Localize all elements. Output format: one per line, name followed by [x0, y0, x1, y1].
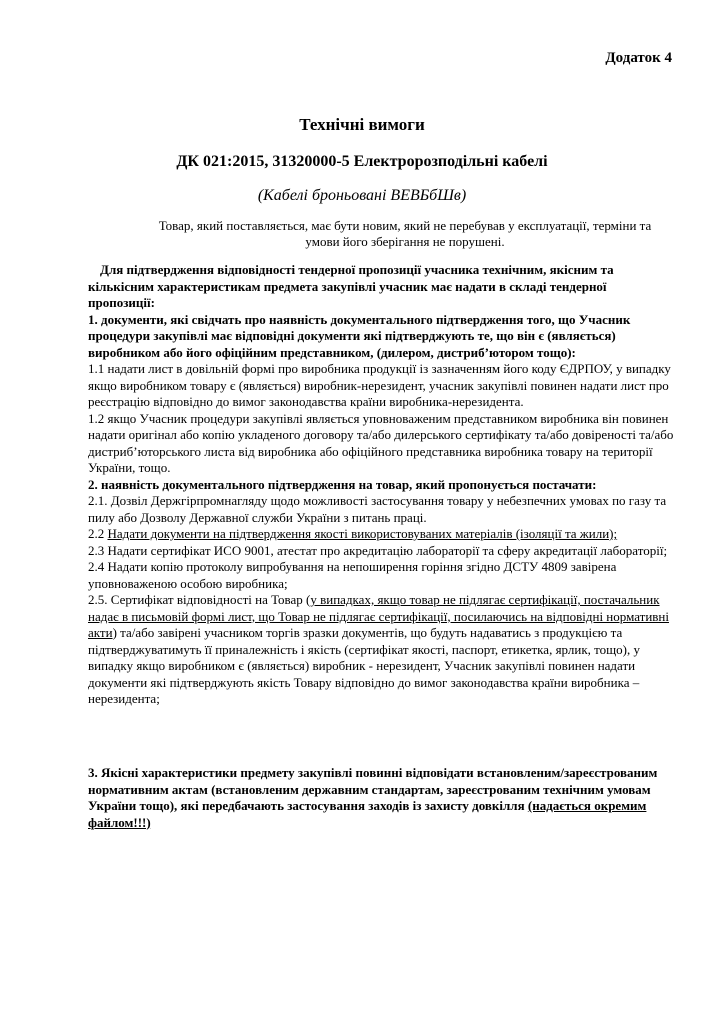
annex-label: Додаток 4: [605, 50, 672, 66]
section-1-1: 1.1 надати лист в довільній формі про виробника продукції із зазначенням його коду ЄДРПОУ, у випадку якщо виробником товару є (являється) виробник-нерезидент, учасник закупівлі повинен надати лист про реєстрацію відповідно до вимог законодавства країни виробника-нерезидента.: [88, 361, 671, 409]
section-2-5-end: ) та/або завірені учасником торгів зразки документів, що будуть надаватись з продукцією та підтверджуватимуть її приналежність і якість (сертифікат якості, паспорт, етикетка, ярлик, тощо), у випадку якщо виробником є (являється) виробник - нерезидент, Учасник закупівлі повинен надати документи які підтверджують якість Товару відповідно до вимог законодавства країни виробника – нерезидента;: [88, 625, 640, 706]
section-3-paragraph: [88, 765, 674, 831]
lead-paragraph: Для підтвердження відповідності тендерної пропозиції учасника технічним, якісним та кількісним характеристикам предмета закупівлі учасник має надати в складі тендерної пропозиції:: [88, 262, 614, 310]
section-2-2-number: 2.2: [88, 526, 108, 541]
section-1-heading: 1. документи, які свідчать про наявність документального підтвердження того, що Учасник процедури закупівлі має відповідні документи які підтверджують те, що він є (являється) виробником або його офіційним представником, (дилером, дистриб’ютором тощо):: [88, 311, 631, 360]
section-2-1: 2.1. Дозвіл Держгірпромнагляду щодо можливості застосування товару у небезпечних умовах по газу та пилу або Дозволу Державної служби України з питань праці.: [88, 493, 667, 525]
section-2-3: 2.3 Надати сертифікат ИСО 9001, атестат про акредитацію лабораторії та сферу акредитації лабораторії;: [88, 542, 668, 558]
section-2-2: [88, 526, 674, 543]
document-title: Технічні вимоги: [299, 115, 425, 134]
section-2-5: [88, 592, 674, 708]
section-2-5-start: 2.5. Сертифікат відповідності на Товар (: [88, 592, 311, 607]
section-3: [88, 765, 674, 831]
section-2-4: 2.4 Надати копію протоколу випробування на непоширення горіння згідно ДСТУ 4809 завірена уповноваженою особою виробника;: [88, 559, 617, 591]
section-2-5-underlined: у випадках, якщо товар не підлягає сертифікації, постачальник надає в письмовій формі лист, що Товар не підлягає сертифікації, посилаючись на відповідні нормативні акти: [88, 592, 669, 640]
section-2-2-text: Надати документи на підтвердження якості використовуваних матеріалів (ізоляції та жили);: [107, 526, 618, 541]
intro-paragraph: Товар, який поставляється, має бути новим, який не перебував у експлуатації, терміни та умови його зберігання не порушені.: [158, 218, 652, 249]
classification-code: ДК 021:2015, 31320000-5 Електророзподільні кабелі: [176, 153, 548, 170]
section-2-heading: 2. наявність документального підтвердження на товар, який пропонується постачати:: [88, 476, 597, 492]
requirements-body: [88, 262, 674, 708]
section-3-note: (надається окремим файлом!!!): [88, 798, 647, 830]
section-3-text: 3. Якісні характеристики предмету закупівлі повинні відповідати встановленим/зареєстрованим нормативним актам (встановленим державним стандартам, зареєстрованим технічним умовам України тощо), які передбачають застосування заходів із захисту довкілля: [88, 765, 658, 813]
product-name: (Кабелі броньовані ВЕВБбШв): [257, 187, 467, 204]
section-1-2: 1.2 якщо Учасник процедури закупівлі являється уповноваженим представником виробника він повинен надати оригінал або копію укладеного договору та/або дилерського сертифікату та/або довіреності та/або дистриб’юторського листа від виробника або офіційного представника виробника товару на території України, тощо.: [88, 410, 674, 475]
